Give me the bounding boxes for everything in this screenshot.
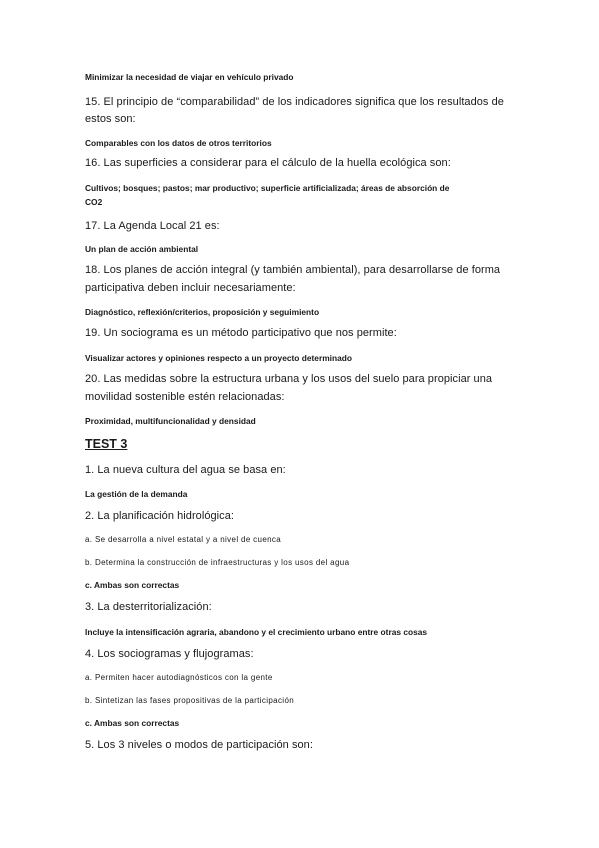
question-20-cont: movilidad sostenible estén relacionadas: [85,391,285,403]
question-5: 5. Los 3 niveles o modos de participación son: [85,739,313,751]
option-a: a. Se desarrolla a nivel estatal y a nivel de cuenca [85,535,282,544]
question-15-cont: estos son: [85,113,136,125]
option-c-correct: c. Ambas son correctas [85,580,180,590]
answer-text: Incluye la intensificación agraria, abandono y el crecimiento urbano entre otras cosas [85,627,428,637]
question-18: 18. Los planes de acción integral (y también ambiental), para desarrollarse de forma [85,264,501,276]
answer-text: Comparables con los datos de otros territorios [85,138,272,148]
question-15: 15. El principio de “comparabilidad” de los indicadores significa que los resultados de [85,96,504,108]
option-a: a. Permiten hacer autodiagnósticos con la gente [85,673,273,682]
answer-text: Diagnóstico, reflexión/criterios, proposición y seguimiento [85,307,320,317]
question-20: 20. Las medidas sobre la estructura urbana y los usos del suelo para propiciar una [85,373,493,385]
option-c-correct: c. Ambas son correctas [85,718,180,728]
question-2: 2. La planificación hidrológica: [85,510,234,522]
answer-text: Un plan de acción ambiental [85,244,199,254]
option-b: b. Determina la construcción de infraestructuras y los usos del agua [85,558,350,567]
question-19: 19. Un sociograma es un método participativo que nos permite: [85,327,397,339]
answer-text: Cultivos; bosques; pastos; mar productivo; superficie artificializada; áreas de absorción de [85,183,450,193]
question-17: 17. La Agenda Local 21 es: [85,220,220,232]
question-18-cont: participativa deben incluir necesariamente: [85,282,296,294]
section-heading: TEST 3 [85,437,128,451]
answer-text: La gestión de la demanda [85,489,188,499]
question-16: 16. Las superficies a considerar para el cálculo de la huella ecológica son: [85,157,451,169]
answer-text: Proximidad, multifuncionalidad y densidad [85,416,256,426]
answer-text-cont: CO2 [85,197,103,207]
answer-text: Minimizar la necesidad de viajar en vehículo privado [85,72,294,82]
question-1: 1. La nueva cultura del agua se basa en: [85,464,286,476]
question-4: 4. Los sociogramas y flujogramas: [85,648,254,660]
option-b: b. Sintetizan las fases propositivas de la participación [85,696,295,705]
answer-text: Visualizar actores y opiniones respecto a un proyecto determinado [85,353,352,363]
question-3: 3. La desterritorialización: [85,601,212,613]
